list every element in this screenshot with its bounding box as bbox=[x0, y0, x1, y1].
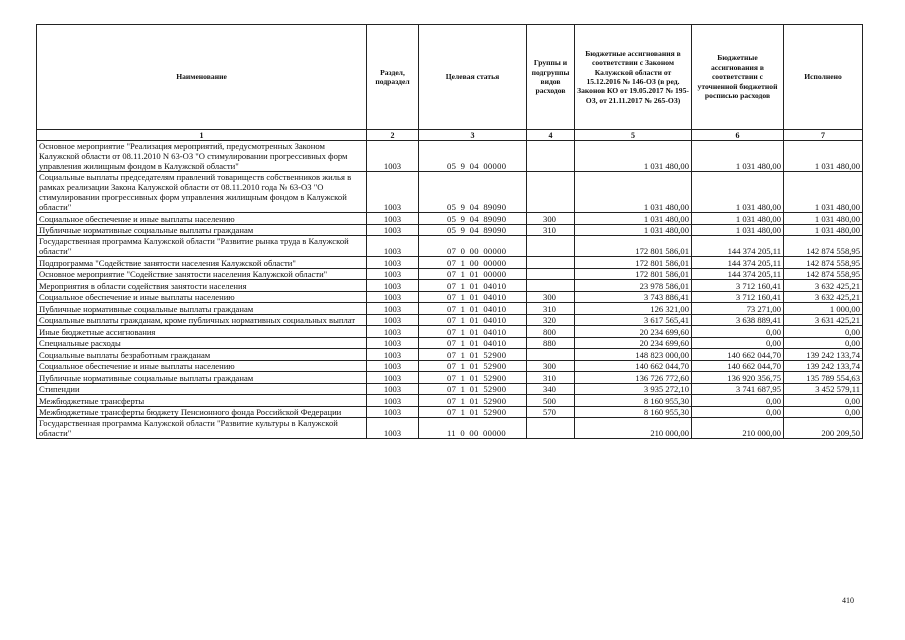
col-header-executed: Исполнено bbox=[784, 25, 863, 130]
row-executed: 142 874 558,95 bbox=[784, 257, 863, 269]
row-name: Социальные выплаты председателям правлений товариществ собственников жилья в рамках реализации Закона Калужской области от 08.11.2010 года № 63-ОЗ "О стимулировании прогрессивных форм управления жилищным фондом в Калужской области" bbox=[37, 172, 367, 213]
table-row bbox=[37, 326, 863, 338]
row-name: Государственная программа Калужской области "Развитие рынка труда в Калужской области" bbox=[37, 236, 367, 257]
column-number-row bbox=[37, 130, 863, 141]
row-budget-refined: 0,00 bbox=[692, 326, 784, 338]
col-header-group: Группы и подгруппы видов расходов bbox=[527, 25, 575, 130]
table-row bbox=[37, 349, 863, 361]
row-section: 1003 bbox=[367, 268, 419, 280]
row-budget-law: 140 662 044,70 bbox=[575, 360, 692, 372]
row-budget-refined: 0,00 bbox=[692, 337, 784, 349]
row-section: 1003 bbox=[367, 213, 419, 225]
row-budget-law: 172 801 586,01 bbox=[575, 268, 692, 280]
table-row bbox=[37, 236, 863, 257]
row-budget-law: 8 160 955,30 bbox=[575, 406, 692, 418]
row-budget-law: 3 617 565,41 bbox=[575, 314, 692, 326]
row-name: Подпрограмма "Содействие занятости населения Калужской области" bbox=[37, 257, 367, 269]
row-target: 07 1 01 04010 bbox=[419, 326, 527, 338]
row-target: 07 1 01 52900 bbox=[419, 360, 527, 372]
row-group bbox=[527, 280, 575, 292]
row-budget-refined: 1 031 480,00 bbox=[692, 224, 784, 236]
row-budget-law: 210 000,00 bbox=[575, 418, 692, 439]
column-number: 3 bbox=[419, 130, 527, 141]
row-group: 300 bbox=[527, 213, 575, 225]
row-target: 07 1 00 00000 bbox=[419, 257, 527, 269]
row-name: Мероприятия в области содействия занятости населения bbox=[37, 280, 367, 292]
row-name: Специальные расходы bbox=[37, 337, 367, 349]
row-target: 05 9 04 89090 bbox=[419, 224, 527, 236]
row-budget-refined: 1 031 480,00 bbox=[692, 213, 784, 225]
row-budget-refined: 3 712 160,41 bbox=[692, 291, 784, 303]
row-target: 05 9 04 00000 bbox=[419, 141, 527, 172]
table-row bbox=[37, 213, 863, 225]
row-executed: 3 631 425,21 bbox=[784, 314, 863, 326]
row-section: 1003 bbox=[367, 337, 419, 349]
row-target: 07 1 01 52900 bbox=[419, 383, 527, 395]
row-group: 310 bbox=[527, 303, 575, 315]
row-target: 07 0 00 00000 bbox=[419, 236, 527, 257]
row-group: 310 bbox=[527, 372, 575, 384]
row-budget-refined: 210 000,00 bbox=[692, 418, 784, 439]
col-header-name: Наименование bbox=[37, 25, 367, 130]
table-row bbox=[37, 383, 863, 395]
row-budget-refined: 140 662 044,70 bbox=[692, 349, 784, 361]
row-section: 1003 bbox=[367, 314, 419, 326]
row-name: Социальные выплаты безработным гражданам bbox=[37, 349, 367, 361]
row-budget-refined: 144 374 205,11 bbox=[692, 268, 784, 280]
row-name: Межбюджетные трансферты bbox=[37, 395, 367, 407]
column-number: 1 bbox=[37, 130, 367, 141]
row-target: 07 1 01 52900 bbox=[419, 349, 527, 361]
row-executed: 142 874 558,95 bbox=[784, 236, 863, 257]
row-budget-refined: 3 638 889,41 bbox=[692, 314, 784, 326]
row-executed: 0,00 bbox=[784, 326, 863, 338]
row-budget-law: 1 031 480,00 bbox=[575, 213, 692, 225]
row-target: 07 1 01 04010 bbox=[419, 303, 527, 315]
row-group: 800 bbox=[527, 326, 575, 338]
row-group bbox=[527, 172, 575, 213]
row-executed: 139 242 133,74 bbox=[784, 360, 863, 372]
table-row bbox=[37, 172, 863, 213]
table-row bbox=[37, 303, 863, 315]
row-name: Публичные нормативные социальные выплаты гражданам bbox=[37, 372, 367, 384]
row-executed: 139 242 133,74 bbox=[784, 349, 863, 361]
budget-table bbox=[36, 24, 863, 439]
column-number: 5 bbox=[575, 130, 692, 141]
row-group: 500 bbox=[527, 395, 575, 407]
row-budget-law: 20 234 699,60 bbox=[575, 326, 692, 338]
row-budget-refined: 144 374 205,11 bbox=[692, 257, 784, 269]
table-row bbox=[37, 406, 863, 418]
row-group: 320 bbox=[527, 314, 575, 326]
row-executed: 1 031 480,00 bbox=[784, 141, 863, 172]
row-section: 1003 bbox=[367, 418, 419, 439]
row-budget-refined: 1 031 480,00 bbox=[692, 172, 784, 213]
row-group: 310 bbox=[527, 224, 575, 236]
col-header-target: Целевая статья bbox=[419, 25, 527, 130]
row-executed: 200 209,50 bbox=[784, 418, 863, 439]
row-group bbox=[527, 236, 575, 257]
row-target: 07 1 01 00000 bbox=[419, 268, 527, 280]
row-section: 1003 bbox=[367, 326, 419, 338]
row-executed: 1 000,00 bbox=[784, 303, 863, 315]
row-section: 1003 bbox=[367, 257, 419, 269]
row-target: 05 9 04 89090 bbox=[419, 213, 527, 225]
row-budget-refined: 1 031 480,00 bbox=[692, 141, 784, 172]
row-executed: 142 874 558,95 bbox=[784, 268, 863, 280]
row-executed: 3 632 425,21 bbox=[784, 280, 863, 292]
row-group bbox=[527, 257, 575, 269]
row-group bbox=[527, 418, 575, 439]
row-executed: 3 452 579,11 bbox=[784, 383, 863, 395]
row-budget-law: 148 823 000,00 bbox=[575, 349, 692, 361]
row-group bbox=[527, 349, 575, 361]
table-row bbox=[37, 224, 863, 236]
row-budget-law: 172 801 586,01 bbox=[575, 236, 692, 257]
row-group: 300 bbox=[527, 291, 575, 303]
row-budget-law: 8 160 955,30 bbox=[575, 395, 692, 407]
row-section: 1003 bbox=[367, 349, 419, 361]
row-target: 07 1 01 52900 bbox=[419, 395, 527, 407]
table-row bbox=[37, 268, 863, 280]
row-section: 1003 bbox=[367, 406, 419, 418]
row-group: 340 bbox=[527, 383, 575, 395]
row-executed: 1 031 480,00 bbox=[784, 172, 863, 213]
row-budget-refined: 140 662 044,70 bbox=[692, 360, 784, 372]
row-budget-refined: 0,00 bbox=[692, 395, 784, 407]
table-row bbox=[37, 291, 863, 303]
row-budget-refined: 3 712 160,41 bbox=[692, 280, 784, 292]
row-budget-refined: 0,00 bbox=[692, 406, 784, 418]
row-name: Социальное обеспечение и иные выплаты населению bbox=[37, 291, 367, 303]
row-budget-law: 20 234 699,60 bbox=[575, 337, 692, 349]
row-group bbox=[527, 141, 575, 172]
row-section: 1003 bbox=[367, 291, 419, 303]
row-name: Публичные нормативные социальные выплаты гражданам bbox=[37, 303, 367, 315]
column-number: 2 bbox=[367, 130, 419, 141]
row-target: 07 1 01 04010 bbox=[419, 314, 527, 326]
row-name: Основное мероприятие "Реализация мероприятий, предусмотренных Законом Калужской области от 08.11.2010 N 63-ОЗ "О стимулировании прогрессивных форм управления жилищным фондом в Калужской области" bbox=[37, 141, 367, 172]
table-row bbox=[37, 360, 863, 372]
row-executed: 1 031 480,00 bbox=[784, 224, 863, 236]
row-section: 1003 bbox=[367, 303, 419, 315]
row-executed: 0,00 bbox=[784, 337, 863, 349]
row-section: 1003 bbox=[367, 224, 419, 236]
row-section: 1003 bbox=[367, 236, 419, 257]
row-name: Социальные выплаты гражданам, кроме публичных нормативных социальных выплат bbox=[37, 314, 367, 326]
row-target: 07 1 01 04010 bbox=[419, 337, 527, 349]
row-executed: 135 789 554,63 bbox=[784, 372, 863, 384]
row-executed: 1 031 480,00 bbox=[784, 213, 863, 225]
row-section: 1003 bbox=[367, 280, 419, 292]
row-budget-law: 1 031 480,00 bbox=[575, 172, 692, 213]
row-budget-law: 23 978 586,01 bbox=[575, 280, 692, 292]
row-target: 05 9 04 89090 bbox=[419, 172, 527, 213]
row-budget-law: 1 031 480,00 bbox=[575, 141, 692, 172]
row-budget-refined: 73 271,00 bbox=[692, 303, 784, 315]
row-target: 07 1 01 04010 bbox=[419, 280, 527, 292]
page-number: 410 bbox=[842, 596, 854, 605]
row-executed: 0,00 bbox=[784, 395, 863, 407]
row-name: Межбюджетные трансферты бюджету Пенсионного фонда Российской Федерации bbox=[37, 406, 367, 418]
row-name: Социальное обеспечение и иные выплаты населению bbox=[37, 213, 367, 225]
row-group: 880 bbox=[527, 337, 575, 349]
row-group: 300 bbox=[527, 360, 575, 372]
table-header-row bbox=[37, 25, 863, 130]
row-name: Стипендии bbox=[37, 383, 367, 395]
table-row bbox=[37, 314, 863, 326]
column-number: 4 bbox=[527, 130, 575, 141]
table-row bbox=[37, 141, 863, 172]
row-budget-law: 136 726 772,60 bbox=[575, 372, 692, 384]
row-budget-law: 126 321,00 bbox=[575, 303, 692, 315]
row-budget-refined: 3 741 687,95 bbox=[692, 383, 784, 395]
row-budget-law: 3 743 886,41 bbox=[575, 291, 692, 303]
table-row bbox=[37, 257, 863, 269]
table-body bbox=[37, 141, 863, 439]
col-header-budget-law: Бюджетные ассигнования в соответствии с Законом Калужской области от 15.12.2016 № 146-ОЗ (в ред. Законов КО от 19.05.2017 № 195-ОЗ, от 21.11.2017 № 265-ОЗ) bbox=[575, 25, 692, 130]
table-row bbox=[37, 395, 863, 407]
row-section: 1003 bbox=[367, 360, 419, 372]
row-target: 11 0 00 00000 bbox=[419, 418, 527, 439]
table-row bbox=[37, 280, 863, 292]
row-budget-law: 1 031 480,00 bbox=[575, 224, 692, 236]
column-number: 6 bbox=[692, 130, 784, 141]
row-group bbox=[527, 268, 575, 280]
row-section: 1003 bbox=[367, 141, 419, 172]
row-name: Государственная программа Калужской области "Развитие культуры в Калужской области" bbox=[37, 418, 367, 439]
table-row bbox=[37, 372, 863, 384]
row-section: 1003 bbox=[367, 395, 419, 407]
col-header-section: Раздел, подраздел bbox=[367, 25, 419, 130]
table-row bbox=[37, 418, 863, 439]
budget-report-sheet bbox=[36, 24, 862, 439]
table-row bbox=[37, 337, 863, 349]
row-name: Публичные нормативные социальные выплаты гражданам bbox=[37, 224, 367, 236]
row-budget-law: 172 801 586,01 bbox=[575, 257, 692, 269]
row-section: 1003 bbox=[367, 172, 419, 213]
row-executed: 0,00 bbox=[784, 406, 863, 418]
row-name: Основное мероприятие "Содействие занятости населения Калужской области" bbox=[37, 268, 367, 280]
row-executed: 3 632 425,21 bbox=[784, 291, 863, 303]
col-header-budget-refined: Бюджетные ассигнования в соответствии с уточненной бюджетной росписью расходов bbox=[692, 25, 784, 130]
row-budget-refined: 136 920 356,75 bbox=[692, 372, 784, 384]
row-section: 1003 bbox=[367, 383, 419, 395]
row-budget-refined: 144 374 205,11 bbox=[692, 236, 784, 257]
row-target: 07 1 01 52900 bbox=[419, 406, 527, 418]
column-number: 7 bbox=[784, 130, 863, 141]
row-name: Социальное обеспечение и иные выплаты населению bbox=[37, 360, 367, 372]
row-target: 07 1 01 04010 bbox=[419, 291, 527, 303]
row-budget-law: 3 935 272,10 bbox=[575, 383, 692, 395]
row-group: 570 bbox=[527, 406, 575, 418]
row-name: Иные бюджетные ассигнования bbox=[37, 326, 367, 338]
row-target: 07 1 01 52900 bbox=[419, 372, 527, 384]
row-section: 1003 bbox=[367, 372, 419, 384]
